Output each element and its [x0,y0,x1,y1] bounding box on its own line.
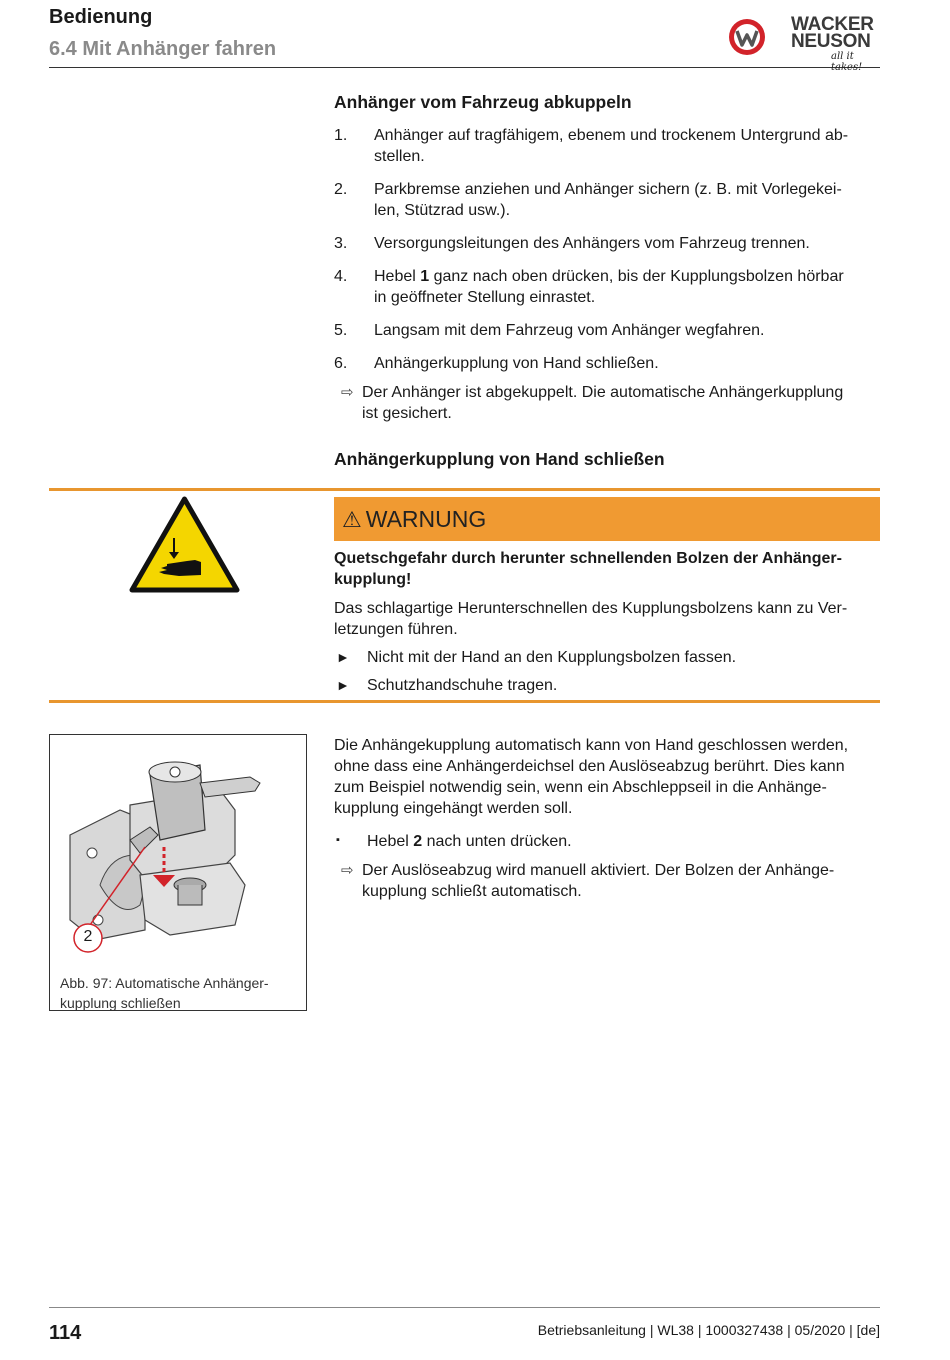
figure-frame [49,734,307,1011]
header-divider [49,67,880,68]
step-number: 5. [334,322,348,339]
warning-headline: kupplung! [334,571,412,588]
result-arrow-icon: ⇨ [341,862,354,879]
warning-description: letzungen führen. [334,621,458,638]
hand-crush-warning-icon [129,496,240,593]
step-number: 1. [334,127,348,144]
warning-action: Schutzhandschuhe tragen. [367,677,558,694]
result-text: Der Auslöseabzug wird manuell aktiviert. Der Bolzen der Anhänge- [362,862,835,879]
paragraph-line: kupplung eingehängt werden soll. [334,800,573,817]
warning-headline: Quetschgefahr durch herunter schnellenden Bolzen der Anhänger- [334,550,842,567]
paragraph-line: Die Anhängekupplung automatisch kann von Hand geschlossen werden, [334,737,849,754]
figure-callout-label: 2 [83,928,93,945]
chapter-title: Bedienung [49,6,153,28]
result-text: ist gesichert. [362,405,452,422]
result-arrow-icon: ⇨ [341,384,354,401]
document-reference: Betriebsanleitung | WL38 | 1000327438 | 05/2020 | [de] [537,1322,880,1338]
step-text: in geöffneter Stellung einrastet. [374,289,596,306]
result-text: Der Anhänger ist abgekuppelt. Die automatische Anhängerkupplung [362,384,844,401]
paragraph-line: zum Beispiel notwendig sein, wenn ein Abschleppseil in die Anhänge- [334,779,827,796]
step-text: Versorgungsleitungen des Anhängers vom Fahrzeug trennen. [374,235,810,252]
bullet-arrow-icon: ► [336,649,350,665]
step-number: 4. [334,268,348,285]
step-number: 6. [334,355,348,372]
action-text: Hebel 2 nach unten drücken. [367,833,572,850]
warning-bottom-rule [49,700,880,703]
section-title: 6.4 Mit Anhänger fahren [49,38,277,60]
brand-logo [727,14,882,73]
footer-divider [49,1307,880,1308]
warning-description: Das schlagartige Herunterschnellen des Kupplungsbolzens kann zu Ver- [334,600,848,617]
brand-logo-text: WACKER NEUSON [791,14,874,52]
step-text: stellen. [374,148,425,165]
page-number: 114 [49,1322,82,1344]
step-number: 3. [334,235,348,252]
paragraph-line: ohne dass eine Anhängerdeichsel den Auslöseabzug berührt. Dies kann [334,758,845,775]
square-bullet-icon: ▪ [336,834,340,846]
step-number: 2. [334,181,348,198]
bullet-arrow-icon: ► [336,677,350,693]
step-text: len, Stützrad usw.). [374,202,511,219]
warning-top-rule [49,488,880,491]
warning-banner [334,497,880,541]
step-text: Langsam mit dem Fahrzeug vom Anhänger wegfahren. [374,322,765,339]
brand-logo-icon [727,17,767,57]
warning-title: WARNUNG [365,506,487,532]
warning-triangle-icon: ⚠ [342,507,362,532]
figure-caption: Abb. 97: Automatische Anhänger- kupplung schließen [60,975,269,1011]
step-text: Hebel 1 ganz nach oben drücken, bis der Kupplungsbolzen hörbar [374,268,844,285]
step-text: Parkbremse anziehen und Anhänger sichern (z. B. mit Vorlegekei- [374,181,842,198]
close-by-hand-heading: Anhängerkupplung von Hand schließen [334,449,665,469]
uncouple-heading: Anhänger vom Fahrzeug abkuppeln [334,92,632,112]
result-text: kupplung schließt automatisch. [362,883,582,900]
step-text: Anhängerkupplung von Hand schließen. [374,355,659,372]
brand-tagline: all it takes! [831,51,863,73]
warning-action: Nicht mit der Hand an den Kupplungsbolzen fassen. [367,649,737,666]
step-text: Anhänger auf tragfähigem, ebenem und trockenem Untergrund ab- [374,127,849,144]
